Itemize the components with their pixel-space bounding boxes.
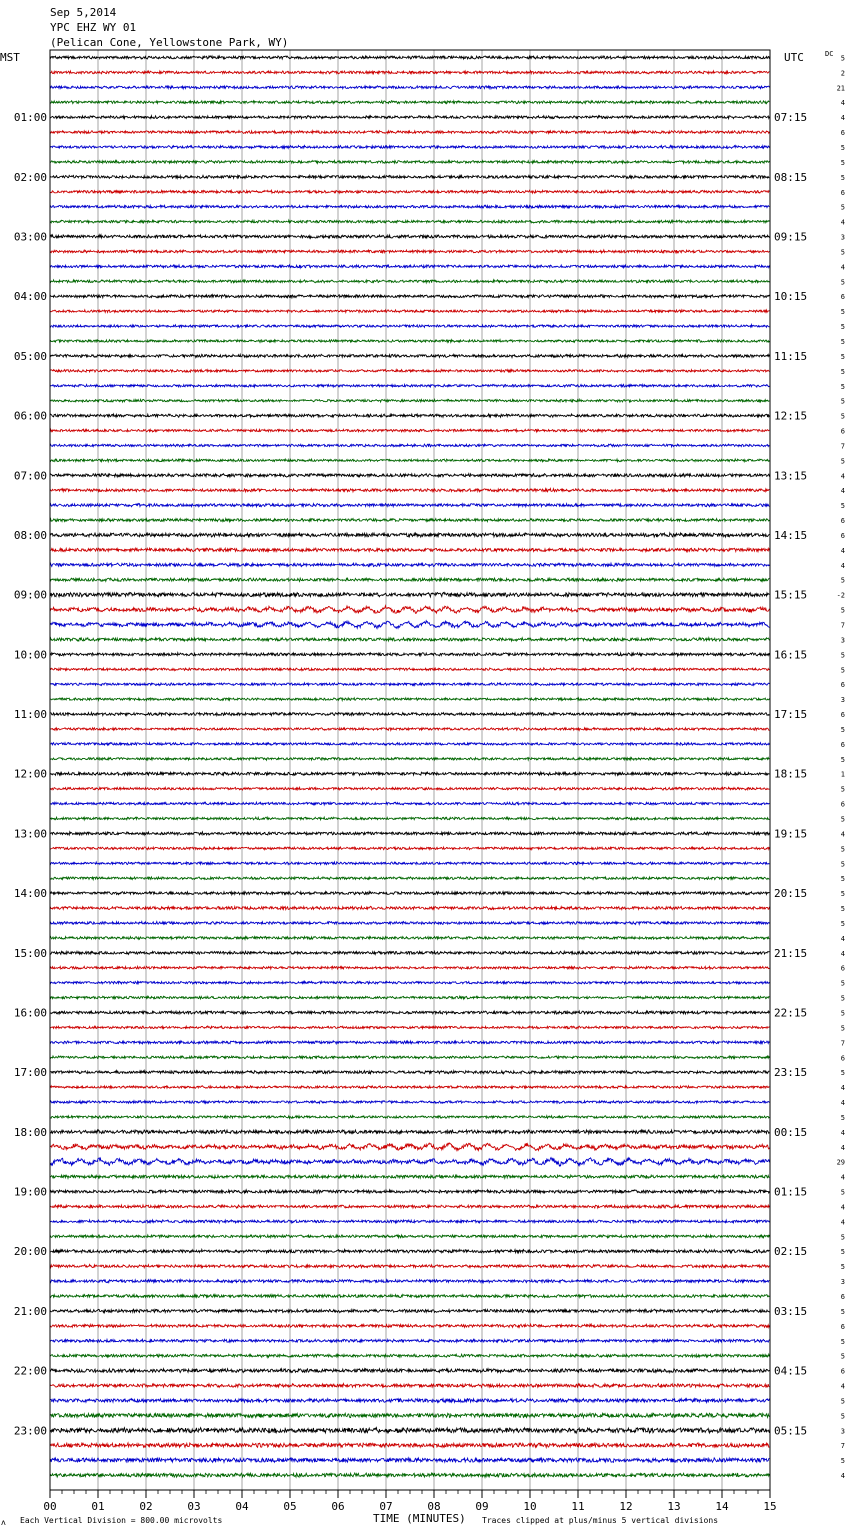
trace-line-10 (50, 205, 769, 208)
dc-offset-value: 5 (840, 54, 845, 63)
dc-offset-value: 4 (840, 949, 845, 958)
hour-label-right: 17:15 (774, 708, 808, 722)
dc-offset-value: 6 (840, 740, 845, 749)
dc-offset-value: 4 (840, 830, 845, 839)
trace-line-2 (50, 86, 769, 89)
trace-line-30 (50, 504, 769, 507)
dc-offset-value: 2 (840, 69, 845, 78)
dc-offset-value: 5 (840, 308, 845, 317)
dc-offset-value: 4 (840, 1173, 845, 1182)
dc-offset-value: 6 (840, 1322, 845, 1331)
vertical-scale-note: Each Vertical Division = 800.00 microvolts (20, 1516, 223, 1525)
dc-offset-value: 3 (840, 696, 845, 705)
right-timezone-label: UTC (784, 51, 804, 64)
dc-offset-value: 7 (840, 1039, 845, 1048)
hour-label-right: 18:15 (774, 767, 808, 781)
dc-offset-value: 5 (840, 576, 845, 585)
hour-label-right: 08:15 (774, 170, 808, 184)
trace-line-25 (50, 429, 769, 432)
hour-label-left: 04:00 (13, 290, 47, 304)
dc-offset-value: 5 (840, 860, 845, 869)
hour-label-left: 21:00 (13, 1304, 47, 1318)
hour-label-left: 01:00 (13, 111, 47, 125)
trace-line-85 (50, 1324, 769, 1327)
trace-line-31 (50, 519, 769, 522)
hour-label-right: 05:15 (774, 1424, 808, 1438)
hour-label-left: 08:00 (13, 528, 47, 542)
trace-line-40 (50, 653, 769, 656)
trace-line-14 (50, 265, 769, 268)
dc-offset-value: 5 (840, 203, 845, 212)
dc-offset-value: 5 (840, 323, 845, 332)
dc-offset-value: 5 (840, 785, 845, 794)
trace-line-69 (50, 1086, 769, 1089)
x-tick-label: 13 (667, 1500, 681, 1513)
dc-offset-value: 4 (840, 561, 845, 570)
dc-offset-value: 5 (840, 815, 845, 824)
dc-offset-value: 6 (840, 800, 845, 809)
trace-line-67 (50, 1056, 769, 1059)
dc-offset-value: 5 (840, 845, 845, 854)
dc-offset-value: 5 (840, 352, 845, 361)
dc-offset-value: 5 (840, 158, 845, 167)
trace-line-82 (50, 1280, 769, 1283)
trace-line-66 (50, 1041, 769, 1044)
dc-offset-value: 7 (840, 621, 845, 630)
dc-offset-value: 5 (840, 412, 845, 421)
chart-date: Sep 5,2014 (50, 6, 117, 19)
dc-offset-value: 5 (840, 890, 845, 899)
trace-line-58 (50, 921, 769, 924)
dc-offset-value: 5 (840, 143, 845, 152)
seismic-traces (50, 56, 769, 1477)
trace-line-81 (50, 1265, 769, 1268)
trace-line-78 (50, 1220, 769, 1223)
trace-line-87 (50, 1354, 769, 1357)
trace-line-35 (50, 578, 769, 581)
trace-line-65 (50, 1026, 769, 1029)
hour-label-right: 13:15 (774, 469, 808, 483)
dc-offset-value: 5 (840, 367, 845, 376)
x-tick-label: 06 (331, 1500, 345, 1513)
trace-line-4 (50, 116, 769, 119)
dc-offset-value: 3 (840, 1427, 845, 1436)
trace-line-57 (50, 906, 769, 909)
hour-label-right: 16:15 (774, 648, 808, 662)
dc-offset-value: 6 (840, 188, 845, 197)
dc-offset-value: 4 (840, 472, 845, 481)
dc-offset-value: 6 (840, 711, 845, 720)
x-tick-label: 05 (283, 1500, 297, 1513)
x-tick-label: 00 (43, 1500, 57, 1513)
trace-line-86 (50, 1339, 769, 1342)
dc-offset-value: 6 (840, 427, 845, 436)
hour-label-right: 15:15 (774, 588, 808, 602)
trace-line-49 (50, 787, 769, 790)
trace-line-61 (50, 966, 769, 969)
dc-offset-value: 5 (840, 606, 845, 615)
dc-offset-values (837, 54, 845, 1480)
dc-offset-value: 4 (840, 99, 845, 108)
trace-line-74 (50, 1158, 769, 1166)
trace-line-6 (50, 145, 769, 148)
dc-offset-header: DC (825, 50, 834, 58)
trace-line-18 (50, 325, 769, 328)
dc-offset-value: 4 (840, 1472, 845, 1481)
hour-label-right: 03:15 (774, 1304, 808, 1318)
trace-line-41 (50, 668, 769, 671)
hour-label-right: 11:15 (774, 349, 808, 363)
x-tick-label: 08 (427, 1500, 441, 1513)
hour-label-right: 00:15 (774, 1125, 808, 1139)
dc-offset-value: 5 (840, 173, 845, 182)
dc-offset-value: 5 (840, 875, 845, 884)
dc-offset-value: 5 (840, 248, 845, 257)
dc-offset-value: 5 (840, 755, 845, 764)
hour-label-right: 02:15 (774, 1245, 808, 1259)
dc-offset-value: 4 (840, 1382, 845, 1391)
dc-offset-value: 5 (840, 1307, 845, 1316)
dc-offset-value: 5 (840, 1263, 845, 1272)
trace-line-77 (50, 1205, 769, 1208)
trace-line-52 (50, 832, 769, 835)
dc-offset-value: 4 (840, 218, 845, 227)
dc-offset-value: 6 (840, 1367, 845, 1376)
dc-offset-value: 5 (840, 1397, 845, 1406)
trace-line-32 (50, 533, 769, 537)
dc-offset-value: 3 (840, 1278, 845, 1287)
hour-label-left: 05:00 (13, 349, 47, 363)
trace-line-37 (50, 606, 769, 614)
trace-line-64 (50, 1011, 769, 1014)
hour-label-right: 14:15 (774, 528, 808, 542)
dc-offset-value: 6 (840, 531, 845, 540)
trace-line-88 (50, 1369, 769, 1373)
dc-offset-value: 5 (840, 1233, 845, 1242)
trace-line-51 (50, 817, 769, 820)
chart-station: YPC EHZ WY 01 (50, 21, 137, 34)
x-tick-label: 15 (763, 1500, 777, 1513)
dc-offset-value: 5 (840, 397, 845, 406)
trace-line-7 (50, 160, 769, 163)
dc-offset-value: 6 (840, 681, 845, 690)
clip-note: Traces clipped at plus/minus 5 vertical divisions (482, 1516, 719, 1525)
dc-offset-value: 4 (840, 1099, 845, 1108)
hour-label-left: 11:00 (13, 708, 47, 722)
trace-line-19 (50, 340, 769, 343)
hour-label-left: 06:00 (13, 409, 47, 423)
hour-label-right: 12:15 (774, 409, 808, 423)
x-tick-label: 01 (91, 1500, 105, 1513)
x-tick-label: 03 (187, 1500, 201, 1513)
trace-line-54 (50, 862, 769, 865)
trace-line-11 (50, 220, 769, 223)
x-tick-label: 14 (715, 1500, 729, 1513)
trace-line-84 (50, 1309, 769, 1312)
dc-offset-value: 5 (840, 1069, 845, 1078)
trace-line-17 (50, 310, 769, 313)
trace-line-71 (50, 1116, 769, 1119)
dc-offset-value: 4 (840, 1084, 845, 1093)
trace-line-94 (50, 1458, 769, 1463)
dc-offset-value: 7 (840, 1442, 845, 1451)
trace-line-28 (50, 474, 769, 477)
dc-offset-value: 6 (840, 1293, 845, 1302)
hour-label-left: 20:00 (13, 1245, 47, 1259)
trace-line-50 (50, 802, 769, 805)
trace-line-75 (50, 1175, 769, 1178)
trace-line-92 (50, 1428, 769, 1433)
hour-label-right: 20:15 (774, 887, 808, 901)
dc-offset-value: 21 (836, 84, 845, 93)
dc-offset-value: 5 (840, 337, 845, 346)
hour-label-left: 18:00 (13, 1125, 47, 1139)
dc-offset-value: 29 (836, 1158, 845, 1167)
dc-offset-value: 5 (840, 651, 845, 660)
trace-line-83 (50, 1294, 769, 1297)
hour-label-left: 14:00 (13, 887, 47, 901)
dc-offset-value: 5 (840, 979, 845, 988)
dc-offset-value: 5 (840, 1412, 845, 1421)
dc-offset-value: 6 (840, 293, 845, 302)
trace-line-24 (50, 414, 769, 417)
trace-line-46 (50, 743, 769, 746)
hour-label-left: 03:00 (13, 230, 47, 244)
hour-label-left: 10:00 (13, 648, 47, 662)
dc-offset-value: 5 (840, 1009, 845, 1018)
x-tick-label: 07 (379, 1500, 393, 1513)
trace-line-8 (50, 175, 769, 178)
dc-offset-value: 6 (840, 517, 845, 526)
trace-line-27 (50, 459, 769, 462)
trace-line-44 (50, 712, 769, 715)
dc-offset-value: 4 (840, 934, 845, 943)
dc-offset-value: 4 (840, 546, 845, 555)
dc-offset-value: -2 (836, 591, 845, 600)
hour-label-right: 22:15 (774, 1006, 808, 1020)
corner-mark: ʌ (1, 1518, 6, 1527)
trace-line-59 (50, 936, 769, 939)
hour-label-right: 21:15 (774, 946, 808, 960)
trace-line-43 (50, 698, 769, 701)
x-tick-label: 09 (475, 1500, 489, 1513)
trace-line-91 (50, 1413, 769, 1418)
trace-line-16 (50, 295, 769, 298)
trace-line-45 (50, 728, 769, 731)
left-timezone-label: MST (0, 51, 20, 64)
trace-line-9 (50, 190, 769, 193)
trace-line-48 (50, 772, 769, 775)
dc-offset-value: 4 (840, 114, 845, 123)
dc-offset-value: 5 (840, 457, 845, 466)
trace-line-0 (50, 56, 769, 59)
trace-line-23 (50, 399, 769, 402)
trace-line-93 (50, 1443, 769, 1448)
right-hour-labels (774, 111, 807, 1437)
hour-label-left: 19:00 (13, 1185, 47, 1199)
dc-offset-value: 5 (840, 666, 845, 675)
hour-label-right: 01:15 (774, 1185, 808, 1199)
dc-offset-value: 5 (840, 919, 845, 928)
trace-line-33 (50, 548, 769, 552)
dc-offset-value: 5 (840, 725, 845, 734)
trace-line-73 (50, 1143, 769, 1150)
hour-label-left: 16:00 (13, 1006, 47, 1020)
dc-offset-value: 4 (840, 263, 845, 272)
dc-offset-value: 5 (840, 1352, 845, 1361)
dc-offset-value: 5 (840, 1457, 845, 1466)
trace-line-53 (50, 847, 769, 850)
trace-line-39 (50, 638, 769, 641)
dc-offset-value: 4 (840, 1218, 845, 1227)
trace-line-90 (50, 1399, 769, 1403)
dc-offset-value: 5 (840, 994, 845, 1003)
trace-line-42 (50, 683, 769, 686)
trace-line-68 (50, 1071, 769, 1074)
x-axis-label: TIME (MINUTES) (373, 1512, 466, 1525)
trace-line-5 (50, 131, 769, 134)
hour-label-left: 23:00 (13, 1424, 47, 1438)
trace-line-89 (50, 1384, 769, 1388)
hour-label-right: 19:15 (774, 827, 808, 841)
hour-label-right: 07:15 (774, 111, 808, 125)
dc-offset-value: 5 (840, 382, 845, 391)
hour-label-left: 07:00 (13, 469, 47, 483)
hour-label-left: 12:00 (13, 767, 47, 781)
hour-label-right: 04:15 (774, 1364, 808, 1378)
trace-line-34 (50, 563, 769, 566)
trace-line-55 (50, 877, 769, 880)
dc-offset-value: 5 (840, 278, 845, 287)
trace-line-15 (50, 280, 769, 283)
x-tick-label: 12 (619, 1500, 633, 1513)
trace-line-47 (50, 757, 769, 760)
trace-line-22 (50, 384, 769, 387)
hour-label-left: 02:00 (13, 170, 47, 184)
time-axis (43, 1490, 776, 1513)
dc-offset-value: 5 (840, 1188, 845, 1197)
dc-offset-value: 4 (840, 487, 845, 496)
hour-label-left: 17:00 (13, 1066, 47, 1080)
dc-offset-value: 4 (840, 1203, 845, 1212)
hour-label-left: 09:00 (13, 588, 47, 602)
chart-location: (Pelican Cone, Yellowstone Park, WY) (50, 36, 289, 49)
trace-line-80 (50, 1249, 769, 1253)
dc-offset-value: 6 (840, 129, 845, 138)
trace-line-36 (50, 592, 769, 596)
hour-label-left: 13:00 (13, 827, 47, 841)
dc-offset-value: 5 (840, 502, 845, 511)
trace-line-62 (50, 981, 769, 984)
x-tick-label: 10 (523, 1500, 537, 1513)
dc-offset-value: 5 (840, 1024, 845, 1033)
trace-line-3 (50, 101, 769, 104)
chart-header (50, 6, 288, 49)
trace-line-79 (50, 1235, 769, 1238)
trace-line-76 (50, 1190, 769, 1193)
x-tick-label: 02 (139, 1500, 153, 1513)
trace-line-12 (50, 235, 769, 238)
trace-line-38 (50, 621, 769, 629)
trace-line-56 (50, 891, 769, 894)
hour-label-right: 09:15 (774, 230, 808, 244)
trace-line-63 (50, 996, 769, 999)
trace-line-1 (50, 71, 769, 74)
dc-offset-value: 3 (840, 636, 845, 645)
trace-line-26 (50, 444, 769, 447)
trace-line-70 (50, 1101, 769, 1104)
dc-offset-value: 6 (840, 964, 845, 973)
x-tick-label: 11 (571, 1500, 585, 1513)
dc-offset-value: 1 (840, 770, 845, 779)
dc-offset-value: 5 (840, 1337, 845, 1346)
trace-line-72 (50, 1130, 769, 1134)
trace-line-21 (50, 370, 769, 373)
dc-offset-value: 5 (840, 1113, 845, 1122)
dc-offset-value: 3 (840, 233, 845, 242)
dc-offset-value: 4 (840, 1143, 845, 1152)
left-hour-labels (14, 111, 47, 1437)
hour-label-left: 22:00 (13, 1364, 47, 1378)
dc-offset-value: 5 (840, 1248, 845, 1257)
hour-label-left: 15:00 (13, 946, 47, 960)
hour-label-right: 10:15 (774, 290, 808, 304)
trace-line-20 (50, 354, 769, 357)
dc-offset-value: 4 (840, 1128, 845, 1137)
dc-offset-value: 7 (840, 442, 845, 451)
x-tick-label: 04 (235, 1500, 249, 1513)
hour-label-right: 23:15 (774, 1066, 808, 1080)
trace-line-13 (50, 250, 769, 253)
trace-line-29 (50, 489, 769, 492)
dc-offset-value: 6 (840, 1054, 845, 1063)
dc-offset-value: 5 (840, 905, 845, 914)
trace-line-60 (50, 951, 769, 954)
trace-line-95 (50, 1473, 769, 1477)
